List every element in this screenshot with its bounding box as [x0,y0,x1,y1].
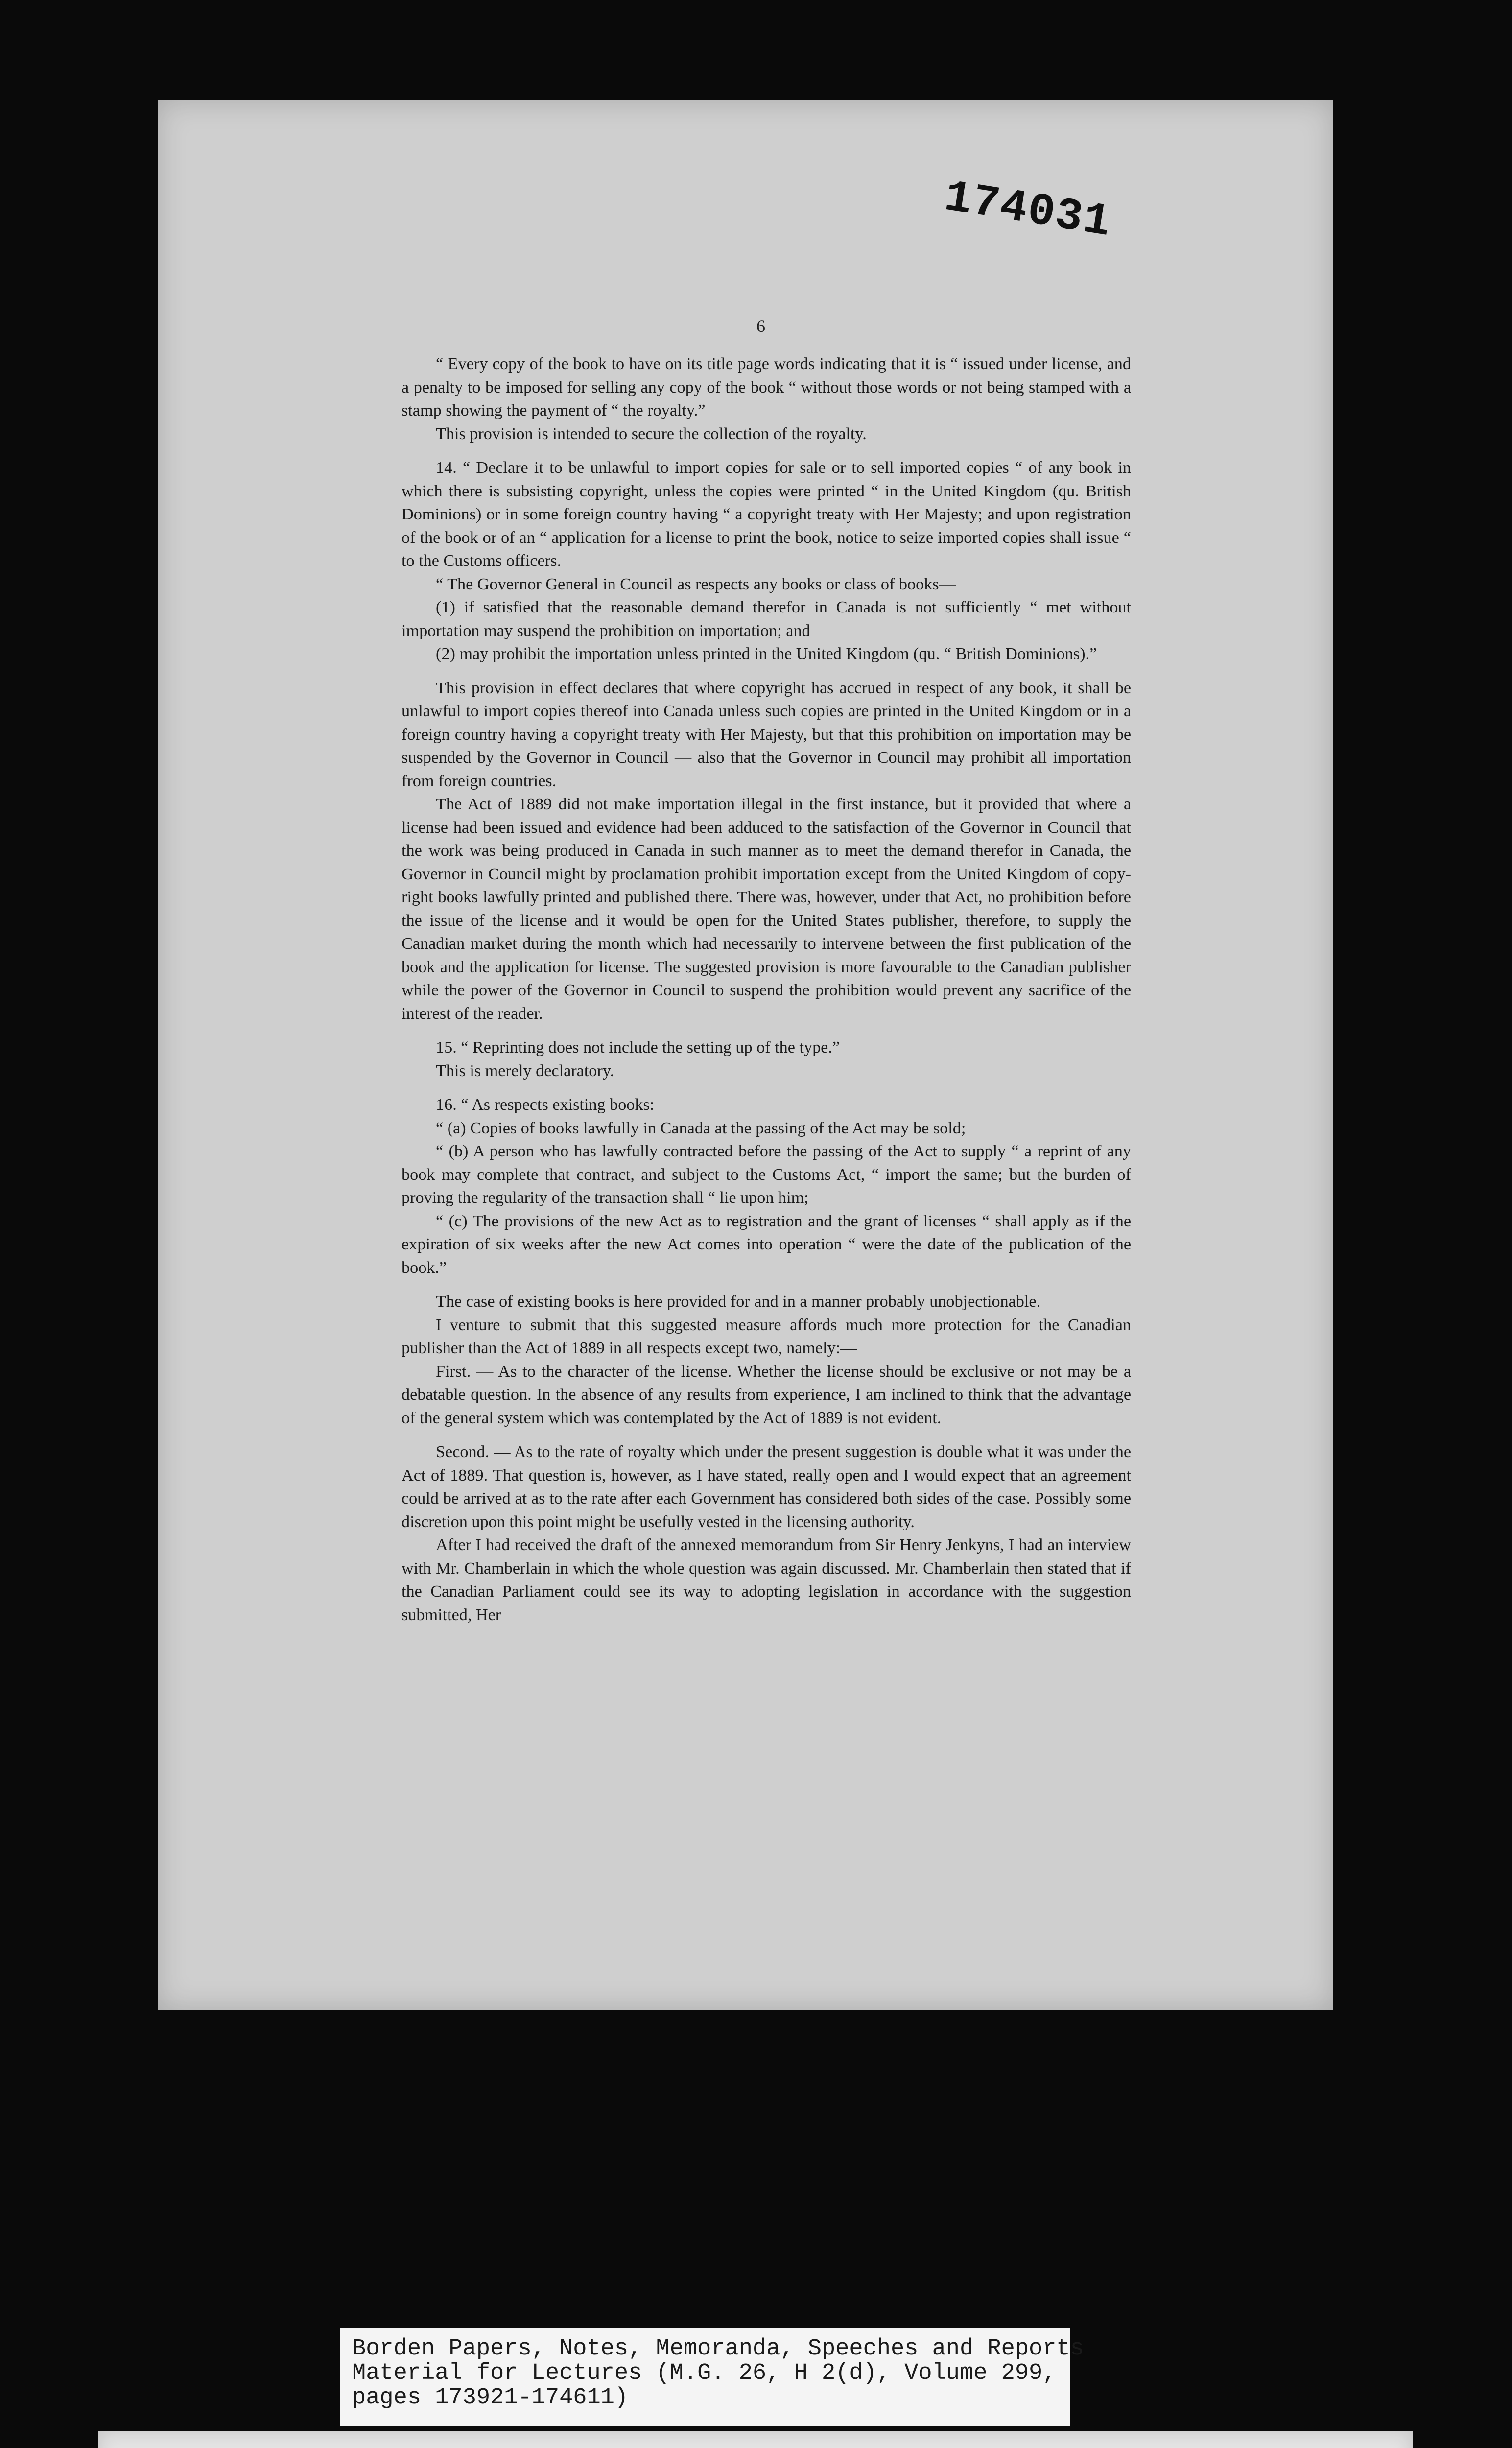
paragraph: “ (c) The provisions of the new Act as to registration and the grant of licenses “ shall apply as if the expiration of six weeks after the new Act comes into operation “ were the date of the publication of the book.” [402,1212,1131,1277]
paragraph: Second. — As to the rate of royalty which under the present suggestion is double what it was under the Act of 1889. That question is, however, as I have stated, really open and I would expect that an agreement could be arrived at as to the rate after each Government has considered both sides of the case. Possibly some discretion upon this point might be usefully vested in the licensing authority. [402,1443,1131,1531]
paragraph: “ Every copy of the book to have on its title page words indicating that it is “ issued under license, and a penalty to be imposed for selling any copy of the book “ without those words or not being stamped with a stamp showing the payment of “ the royalty.” [402,355,1131,420]
paragraph: 14. “ Declare it to be unlawful to import copies for sale or to sell imported copies “ of any book in which there is subsisting copyright, unless the copies were printed “ in the United Kingdom (qu. British Dominions) or in some foreign country having “ a copyright treaty with Her Majesty; and upon registration of the book or of an “ application for a license to print the book, notice to seize imported copies shall issue “ to the Customs officers. [402,459,1131,570]
paragraph: “ (a) Copies of books lawfully in Canada at the passing of the Act may be sold; [436,1119,966,1137]
paragraph: I venture to submit that this suggested measure affords much more protection for the Canadian publisher than the Act of 1889 in all respects except two, namely:— [402,1316,1131,1357]
paragraph: The Act of 1889 did not make importation illegal in the first instance, but it provided that where a license had been issued and evidence had been adduced to the satisfaction of the Governor in Council that the work was being produced in Canada in such manner as to meet the demand therefor in Canada, the Governor in Council might by proclamation prohibit importation except from the United Kingdom of copy-right books lawfully printed and published there. There was, however, under that Act, no prohibition before the issue of the license and it would be open for the United States publisher, therefore, to supply the Canadian market during the month which had necessarily to intervene between the first publication of the book and the application for license. The suggested provision is more favourable to the Canadian publisher while the power of the Governor in Council to suspend the prohibition would prevent any sacrifice of the interest of the reader. [402,795,1131,1023]
caption-line: Borden Papers, Notes, Memoranda, Speeches and Reports [352,2336,1084,2362]
paragraph: This is merely declaratory. [436,1061,614,1080]
archive-caption-label [340,2328,1084,2426]
paragraph: This provision is intended to secure the collection of the royalty. [436,424,867,443]
paragraph: The case of existing books is here provided for and in a manner probably unobjectionable. [436,1293,1041,1311]
paragraph: First. — As to the character of the license. Whether the license should be exclusive or not may be a debatable question. In the absence of any results from experience, I am inclined to think that the advantage of the general system which was contemplated by the Act of 1889 is not evident. [402,1362,1131,1427]
document-body [402,353,1131,1626]
public-archives-card [98,2431,1413,2448]
paragraph: (1) if satisfied that the reasonable demand therefor in Canada is not sufficiently “ met without importation may suspend the prohibition on importation; and [402,598,1131,640]
paragraph: “ The Governor General in Council as respects any books or class of books— [436,575,956,593]
paragraph: 16. “ As respects existing books:— [436,1096,671,1114]
paragraph: This provision in effect declares that where copyright has accrued in respect of any book, it shall be unlawful to import copies thereof into Canada unless such copies are printed in the United Kingdom or in a foreign country having a copyright treaty with Her Majesty, but that this prohibition on importation may be suspended by the Governor in Council — also that the Governor in Council may prohibit all importation from foreign countries. [402,679,1131,790]
paragraph: (2) may prohibit the importation unless printed in the United Kingdom (qu. “ British Dominions).” [436,645,1097,663]
caption-line: pages 173921-174611) [352,2385,629,2411]
paragraph: “ (b) A person who has lawfully contracted before the passing of the Act to supply “ a reprint of any book may complete that contract, and subject to the Customs Act, “ import the same; but the burden of proving the regularity of the transaction shall “ lie upon him; [402,1142,1131,1207]
page-number: 6 [756,316,765,336]
paragraph: After I had received the draft of the annexed memorandum from Sir Henry Jenkyns, I had an interview with Mr. Chamberlain in which the whole question was again discussed. Mr. Chamberlain then stated that if the Canadian Parliament could see its way to adopting legislation in accordance with the suggestion submitted, Her [402,1536,1131,1624]
paragraph: 15. “ Reprinting does not include the setting up of the type.” [436,1038,840,1057]
caption-line: Material for Lectures (M.G. 26, H 2(d), Volume 299, [352,2360,1057,2386]
archive-stamp-number: 174031 [941,171,1115,249]
